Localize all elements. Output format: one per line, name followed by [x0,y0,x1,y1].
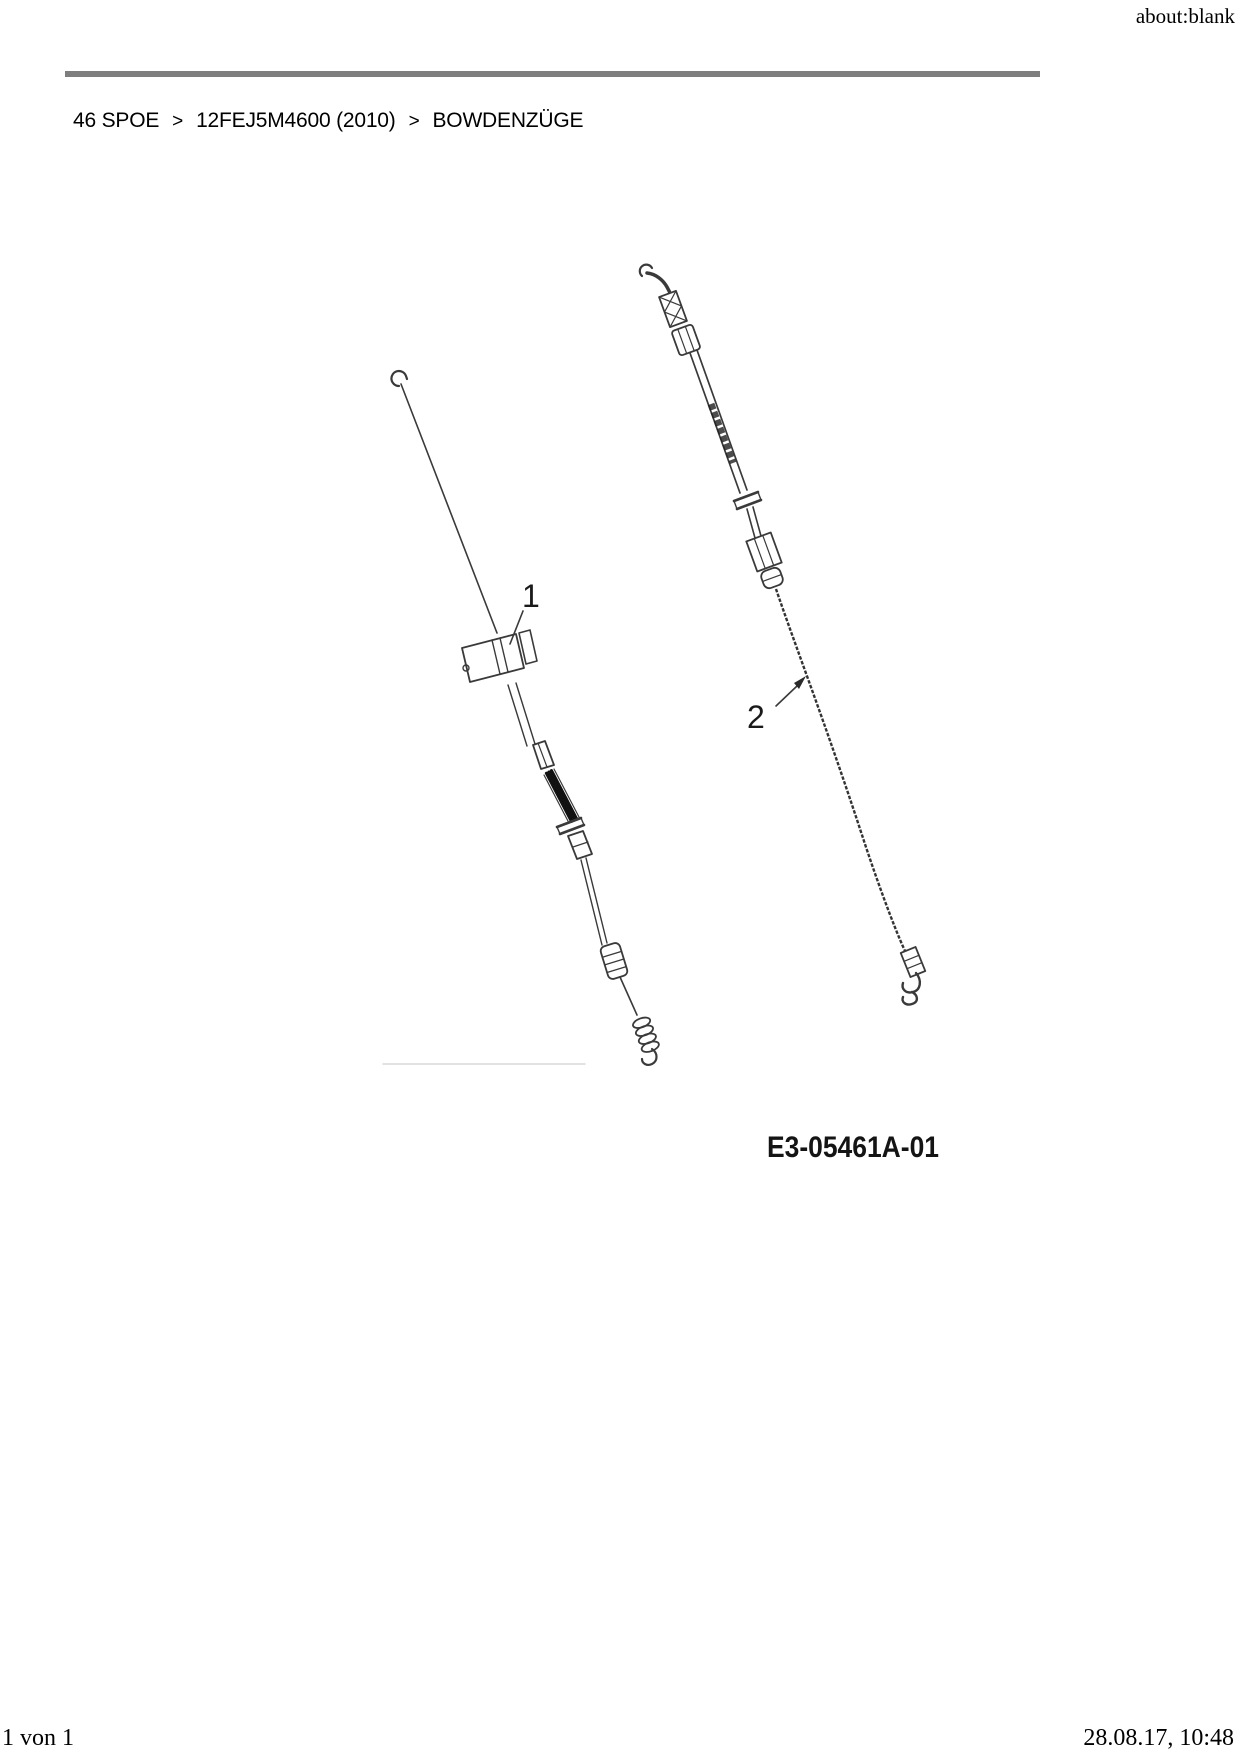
cable-1-lower-conduit [581,860,602,945]
breadcrumb-separator: > [172,111,184,132]
cable-1-ferrule [533,741,554,769]
callout-2-leader [776,686,797,706]
cable-2-flange [734,492,761,509]
cable-1-wire [401,384,497,633]
cable-2-inner-cable [776,589,905,951]
cable-1-end-wire [620,977,637,1015]
print-timestamp: 28.08.17, 10:48 [1083,1725,1234,1751]
cable-1-conduit [516,683,535,744]
drawing-number: E3-05461A-01 [767,1131,939,1164]
cable-2-print-marking [711,404,733,463]
cable-2-adjuster-block [746,533,781,572]
cable-2-collar [671,324,701,356]
breadcrumb-item-model: 46 SPOE [73,109,160,132]
cable-2-sheath [747,509,755,538]
page-count: 1 von 1 [2,1725,74,1751]
cable-2-drawing [640,265,925,1005]
printed-url-header: about:blank [1135,4,1235,28]
cable-1-conduit [508,685,527,746]
cable-1-drawing [391,371,660,1065]
cable-1-end-cylinder [599,942,628,980]
cable-1-spring [632,1015,661,1054]
cable-2-sheath [753,507,761,536]
breadcrumb-item-variant: 12FEJ5M4600 (2010) [196,109,396,132]
cable-2-crimp-barrel [659,291,687,327]
cable-1-striped-sleeve [544,769,579,823]
breadcrumb-separator: > [408,111,420,132]
cable-1-lower-conduit [586,858,607,943]
breadcrumb-item-section: BOWDENZÜGE [432,109,584,132]
callout-2-label: 2 [747,699,765,735]
callout-1-label: 1 [522,578,540,614]
cable-2-end-barrel [901,947,926,977]
cable-2-sheath [697,350,747,490]
cable-2-s-hook [903,973,920,1005]
cable-1-top-hook [391,371,407,386]
